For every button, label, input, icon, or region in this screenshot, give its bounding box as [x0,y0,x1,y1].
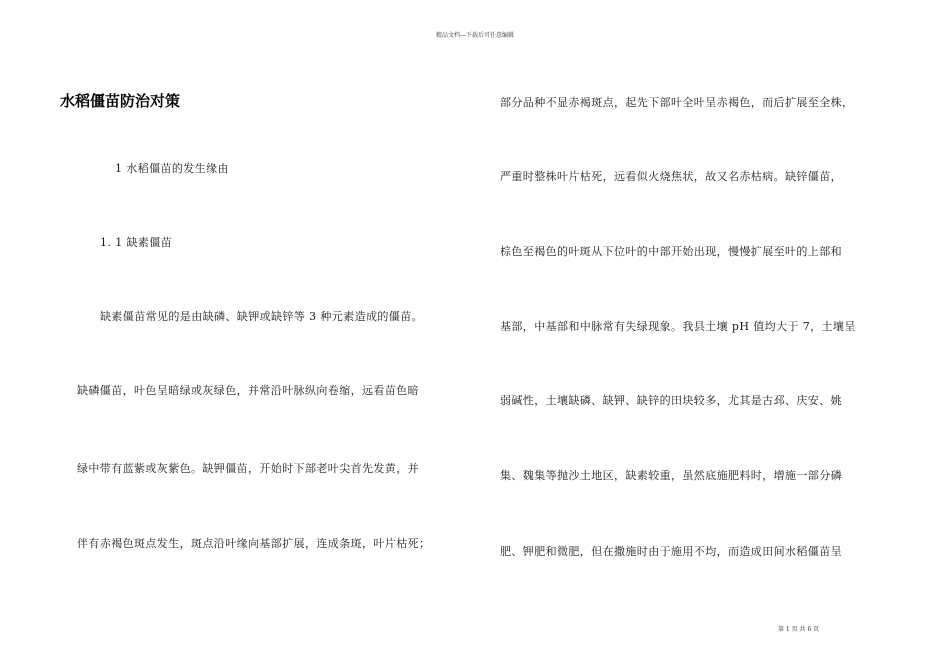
paragraph-line: 缺素僵苗常见的是由缺磷、缺钾或缺锌等 3 种元素造成的僵苗。 [100,310,423,323]
paragraph-line: 缺磷僵苗，叶色呈暗绿或灰绿色，并常沿叶脉纵向卷缩，远看苗色暗 [77,384,419,397]
paragraph-line: 绿中带有蓝紫或灰紫色。缺钾僵苗，开始时下部老叶尖首先发黄，并 [77,462,419,475]
document-title: 水稻僵苗防治对策 [60,92,181,110]
paragraph-line: 基部，中基部和中脉常有失绿现象。我县土壤 pH 值均大于 7，土壤呈 [500,320,856,333]
page-header: 精品文档---下载后可任意编辑 [435,32,515,39]
paragraph-line: 严重时整株叶片枯死，远看似火烧焦状，故又名赤枯病。缺锌僵苗， [500,170,842,183]
paragraph-line: 肥、钾肥和微肥，但在撒施时由于施用不均，而造成田间水稻僵苗呈 [500,545,842,558]
paragraph-line: 弱碱性，土壤缺磷、缺钾、缺锌的田块较多，尤其是古邳、庆安、姚 [500,394,842,407]
paragraph-line: 部分品种不显赤褐斑点，起先下部叶全叶呈赤褐色，而后扩展至全株， [500,96,854,109]
paragraph-line: 棕色至褐色的叶斑从下位叶的中部开始出现，慢慢扩展至叶的上部和 [500,245,842,258]
page-number: 第 1 页 共 6 页 [778,626,820,633]
subsection-heading: 1. 1 缺素僵苗 [100,236,173,249]
paragraph-line: 伴有赤褐色斑点发生，斑点沿叶缘向基部扩展，连成条斑，叶片枯死； [77,537,431,550]
paragraph-line: 集、魏集等抛沙土地区，缺素较重，虽然底施肥料时，增施一部分磷 [500,469,842,482]
section-heading: 1 水稻僵苗的发生缘由 [115,162,229,175]
